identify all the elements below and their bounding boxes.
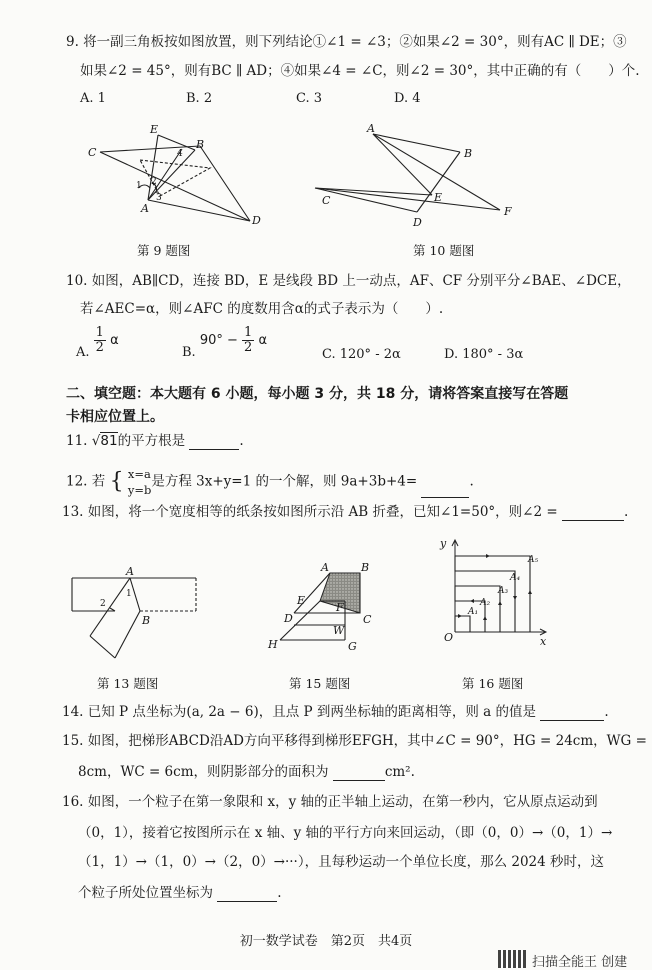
- fig16-label-a1: A₁: [468, 607, 479, 617]
- q16-line2: （0，1），接着它按图所示在 x 轴、y 轴的平行方向来回运动，（即（0，0）→（0，1）→: [78, 825, 613, 841]
- q12: 12. 若 { x=a y=b 是方程 3x+y=1 的一个解，则 9a+3b+4= .: [66, 467, 474, 497]
- q10-option-c: C. 120° - 2α: [322, 347, 401, 362]
- fig16-label-a2: A₂: [480, 598, 491, 608]
- fig9-angle-1: 1: [136, 181, 142, 191]
- fig9-angle-3: 3: [156, 193, 162, 203]
- q9-option-c: C. 3: [296, 91, 323, 106]
- q15-line2: 8cm，WC = 6cm，则阴影部分的面积为 cm².: [78, 764, 415, 780]
- q9-line2: 如果∠2 = 45°，则有BC ∥ AD；④如果∠4 = ∠C，则∠2 = 30°，其中正确的有（ ）个.: [80, 63, 640, 79]
- fig15-label-c: C: [363, 613, 372, 626]
- fig15-label-d: D: [284, 612, 293, 625]
- fig9-angle-4: 4: [177, 149, 183, 159]
- q9-line1: 9. 将一副三角板按如图放置，则下列结论①∠1 = ∠3；②如果∠2 = 30°，则有AC ∥ DE；③: [66, 34, 627, 50]
- fig10-label-d: D: [413, 216, 422, 229]
- q13: 13. 如图，将一个宽度相等的纸条按如图所示沿 AB 折叠，已知∠1=50°，则∠2 = .: [62, 504, 629, 520]
- page-footer: 初一数学试卷 第2页 共4页: [239, 934, 413, 949]
- fig16-label-origin: O: [444, 631, 454, 644]
- scanner-watermark: 扫描全能王 创建: [532, 955, 628, 970]
- fig13-angle-2: 2: [100, 599, 106, 609]
- fig15-label-b: B: [361, 561, 370, 574]
- q16-line3: （1，1）→（1，0）→（2，0）→···），且每秒运动一个单位长度，那么 2024 秒时，这: [78, 854, 605, 870]
- fig9-label-c: C: [88, 146, 97, 159]
- q9-option-a: A. 1: [80, 91, 106, 106]
- fig15-label-e: E: [297, 594, 306, 607]
- fig10-caption: 第 10 题图: [413, 243, 475, 258]
- q10-line2: 若∠AEC=α，则∠AFC 的度数用含α的式子表示为（ ）.: [80, 301, 444, 317]
- section2-heading-line2: 卡相应位置上。: [66, 409, 164, 425]
- q10-line1: 10. 如图，AB∥CD，连接 BD，E 是线段 BD 上一动点，AF、CF 分别平分∠BAE、∠DCE，: [66, 273, 631, 289]
- fig16-label-a4: A₄: [510, 573, 521, 583]
- q15-line1: 15. 如图，把梯形ABCD沿AD方向平移得到梯形EFGH，其中∠C = 90°，HG = 24cm，WG =: [62, 733, 647, 749]
- fig10-label-b: B: [464, 147, 473, 160]
- q14-answer-blank[interactable]: [540, 706, 604, 721]
- fig16-label-x: x: [540, 635, 547, 648]
- q9-option-d: D. 4: [394, 91, 421, 106]
- fig16-caption: 第 16 题图: [462, 676, 524, 691]
- fig15-label-g: G: [348, 640, 357, 653]
- fig9-label-e: E: [150, 123, 159, 136]
- fig15-label-a: A: [321, 561, 329, 574]
- fig15-caption: 第 15 题图: [289, 676, 351, 691]
- fig13-label-b: B: [142, 614, 151, 627]
- fig16-label-a5: A₅: [528, 555, 539, 565]
- q16-line1: 16. 如图，一个粒子在第一象限和 x，y 轴的正半轴上运动，在第一秒内，它从原点运动到: [62, 794, 598, 810]
- q16-line4: 个粒子所处位置坐标为 .: [78, 885, 282, 901]
- fig9-angle-2: 2: [151, 177, 157, 187]
- q10-option-d: D. 180° - 3α: [444, 347, 524, 362]
- fig9-caption: 第 9 题图: [137, 243, 191, 258]
- q14: 14. 已知 P 点坐标为(a, 2a − 6)，且点 P 到两坐标轴的距离相等，则 a 的值是 .: [62, 704, 609, 720]
- q9-option-b: B. 2: [186, 91, 213, 106]
- fig9-label-d: D: [252, 214, 261, 227]
- q10-option-a: A. $\frac{1}{2}$ α: [76, 325, 119, 360]
- q16-answer-blank[interactable]: [217, 887, 277, 902]
- fig13-caption: 第 13 题图: [97, 676, 159, 691]
- fig16-label-y: y: [440, 537, 447, 550]
- fig9-label-a: A: [141, 202, 149, 215]
- fig9-label-b: B: [196, 138, 205, 151]
- fig15-label-h: H: [268, 638, 278, 651]
- section2-heading-line1: 二、填空题：本大题有 6 小题，每小题 3 分，共 18 分，请将答案直接写在答题: [66, 386, 569, 402]
- fig10-label-e: E: [434, 191, 443, 204]
- fig13-angle-1: 1: [126, 589, 132, 599]
- fig16-label-a3: A₃: [498, 586, 509, 596]
- qr-code-icon: [498, 950, 526, 968]
- fig15-label-f: F: [336, 601, 344, 614]
- fig15-label-w: W: [333, 624, 345, 637]
- q10-option-b: B. 90° − $\frac{1}{2}$ α: [182, 325, 268, 360]
- q15-answer-blank[interactable]: [333, 766, 385, 781]
- fig10-label-c: C: [322, 194, 331, 207]
- fig13-label-a: A: [126, 565, 134, 578]
- fig10-label-f: F: [504, 205, 512, 218]
- fig10-label-a: A: [367, 122, 375, 135]
- q11: 11. √81的平方根是 .: [66, 433, 244, 449]
